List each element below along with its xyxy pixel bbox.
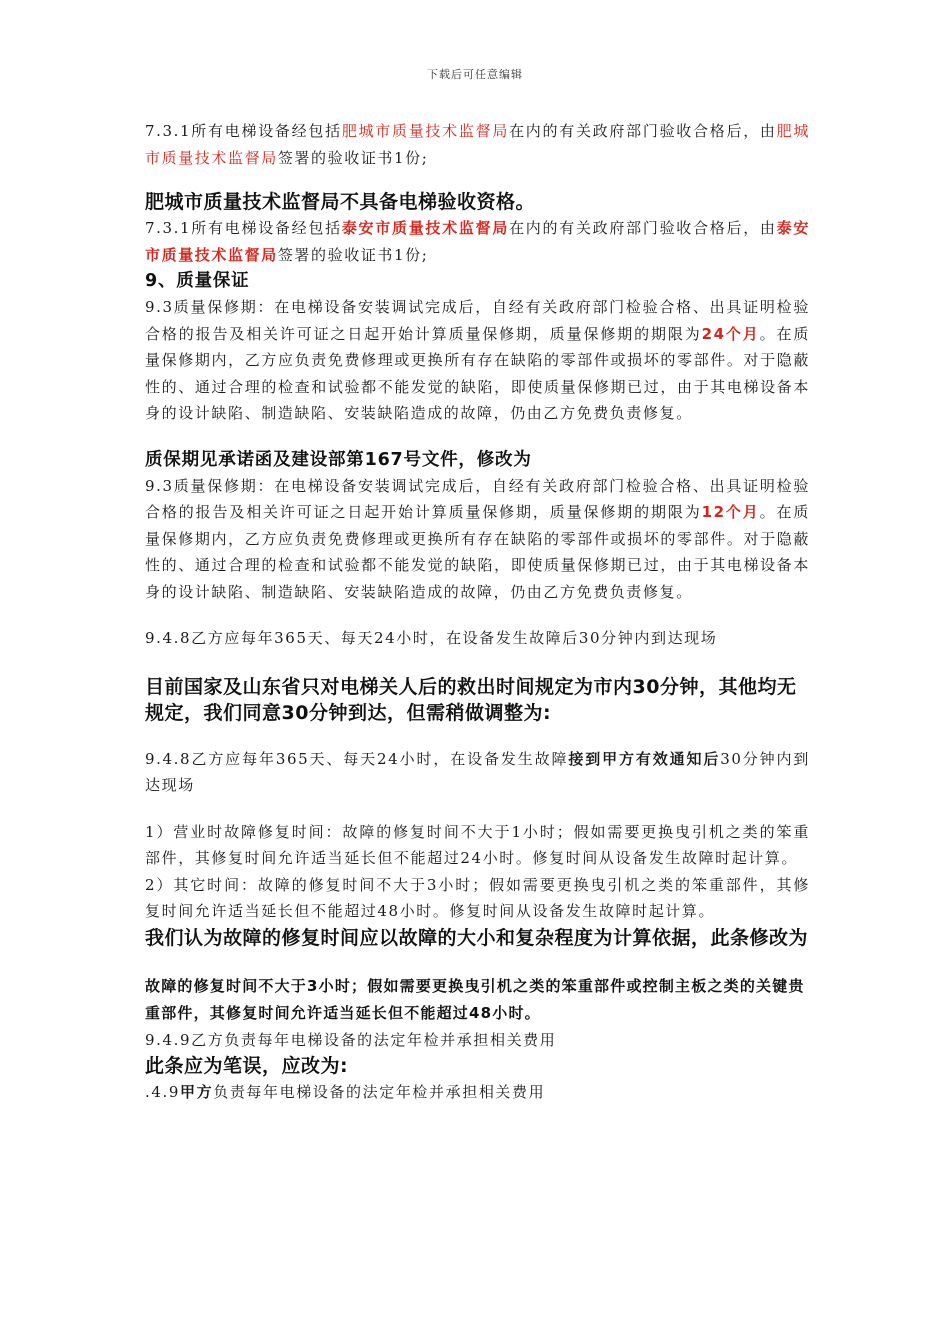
clause-9-3-revised [145, 473, 810, 606]
list-item: 1）营业时故障修复时间：故障的修复时间不大于1小时；假如需要更换曳引机之类的笨重部件，其修复时间允许适当延长但不能超过24小时。修复时间从设备发生故障时起计算。 [145, 822, 810, 867]
clause-text: 签署的验收证书1份; [277, 245, 429, 264]
clause-7-3-1-revised [145, 215, 810, 268]
highlight-text: 肥城市质量技术监督局 [145, 122, 810, 167]
document-body [145, 118, 810, 1106]
clause-9-4-9-revised [145, 1079, 810, 1106]
section-heading: 9、质量保证 [145, 271, 250, 291]
clause-text: 7.3.1所有电梯设备经包括 [145, 122, 342, 140]
clause-9-4-8-original: 9.4.8乙方应每年365天、每天24小时，在设备发生故障后30分钟内到达现场 [145, 629, 718, 647]
clause-text: 签署的验收证书1份; [277, 148, 429, 167]
clause-text: 7.3.1所有电梯设备经包括 [145, 219, 342, 237]
highlight-text: 泰安市质量技术监督局 [341, 219, 510, 237]
clause-text: 负责每年电梯设备的法定年检并承担相关费用 [213, 1083, 546, 1101]
clause-text: .4.9 [145, 1083, 181, 1101]
bold-text: 接到甲方有效通知后 [568, 749, 721, 768]
highlight-text: 12个月 [701, 503, 760, 521]
clause-text: 9.3质量保修期：在电梯设备安装调试完成后，自经有关政府部门检验合格、出具证明检验合格的报告及相关许可证之日起开始计算质量保修期，质量保修期的期限为 [145, 298, 810, 343]
clause-text: 。在质量保修期内，乙方应负责免费修理或更换所有存在缺陷的零部件或损坏的零部件。对于隐蔽性的、通过合理的检查和试验都不能发觉的缺陷，即使质量保修期已过，由于其电梯设备本身的设计缺陷、制造缺陷、安装缺陷造成的故障，仍由乙方免费负责修复。 [145, 324, 810, 422]
clause-text: 9.3质量保修期：在电梯设备安装调试完成后，自经有关政府部门检验合格、出具证明检验合格的报告及相关许可证之日起开始计算质量保修期，质量保修期的期限为 [145, 476, 810, 521]
clause-9-4-8-revised [145, 746, 810, 799]
revised-clause-bold: 故障的修复时间不大于3小时；假如需要更换曳引机之类的笨重部件或控制主板之类的关键贵重部件，其修复时间允许适当延长但不能超过48小时。 [145, 976, 805, 1022]
clause-7-3-1-original [145, 118, 810, 171]
comment-heading: 质保期见承诺函及建设部第167号文件，修改为 [145, 449, 532, 470]
comment-heading: 此条应为笔误，应改为: [145, 1055, 349, 1077]
clause-9-4-9-original: 9.4.9乙方负责每年电梯设备的法定年检并承担相关费用 [145, 1030, 557, 1049]
clause-text: 。在质量保修期内，乙方应负责免费修理或更换所有存在缺陷的零部件或损坏的零部件。对于隐蔽性的、通过合理的检查和试验都不能发觉的缺陷，即使质量保修期已过，由于其电梯设备本身的设计缺陷、制造缺陷、安装缺陷造成的故障，仍由乙方免费负责修复。 [145, 503, 810, 601]
comment-heading: 肥城市质量技术监督局不具备电梯验收资格。 [145, 191, 536, 213]
comment-heading: 我们认为故障的修复时间应以故障的大小和复杂程度为计算依据，此条修改为 [145, 926, 809, 949]
list-item: 2）其它时间：故障的修复时间不大于3小时；假如需要更换曳引机之类的笨重部件，其修复时间允许适当延长但不能超过48小时。修复时间从设备发生故障时起计算。 [145, 875, 810, 920]
clause-9-3-original [145, 294, 810, 427]
clause-text: 30分钟内到达现场 [145, 749, 810, 794]
comment-heading: 目前国家及山东省只对电梯关人后的救出时间规定为市内30分钟，其他均无规定，我们同意30分钟到达，但需稍做调整为: [145, 675, 797, 724]
highlight-text: 泰安市质量技术监督局 [145, 219, 810, 264]
clause-text: 在内的有关政府部门验收合格后，由 [509, 122, 777, 140]
highlight-text: 24个月 [701, 324, 760, 343]
clause-text: 在内的有关政府部门验收合格后，由 [509, 219, 777, 237]
page-header: 下载后可任意编辑 [427, 68, 523, 81]
highlight-text: 肥城市质量技术监督局 [341, 122, 510, 140]
bold-text: 甲方 [180, 1083, 214, 1101]
clause-text: 9.4.8乙方应每年365天、每天24小时，在设备发生故障 [145, 749, 569, 768]
